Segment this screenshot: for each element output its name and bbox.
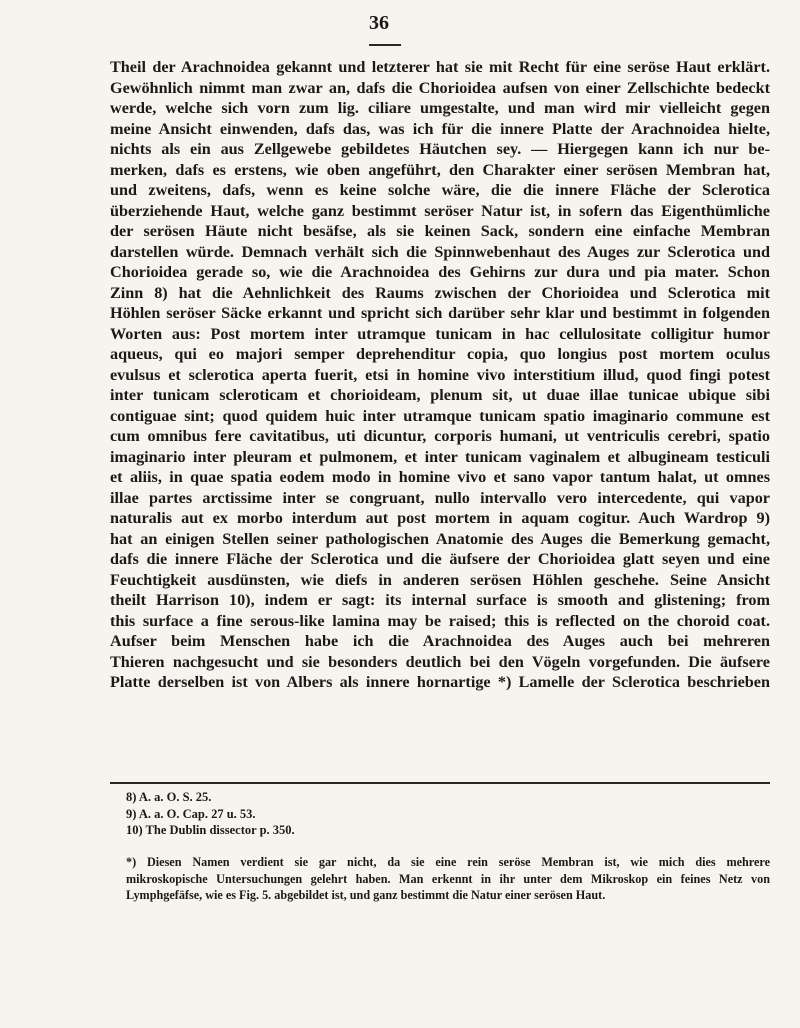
footnote-10: 10) The Dublin dissector p. 350.	[126, 823, 295, 837]
text-line: inter tunicam scleroticam et chorioideam, plenum sit, ut duae illae tunicae ubique sibi	[110, 386, 770, 404]
footnote-star-line: mikroskopische Untersuchungen gelehrt haben. Man erkennt in ihr unter dem Mikroskop ein feines Netz von	[126, 871, 770, 886]
text-line: werde, welche sich vorn zum lig. ciliare umgestalte, und man wird mir vielleicht gegen	[110, 99, 770, 117]
footnote-9: 9) A. a. O. Cap. 27 u. 53.	[126, 806, 256, 821]
text-line: Thieren nachgesucht und sie besonders deutlich bei den Vögeln vorgefunden. Die äufsere	[110, 652, 770, 671]
text-line: et aliis, in quae spatia eodem modo in homine vivo et sano vapor tantum halat, ut omnes	[110, 468, 770, 486]
text-line: der serösen Häute nicht besäfse, als sie keinen Sack, sondern eine einfache Membran	[110, 222, 770, 240]
page-number: 36	[369, 12, 389, 34]
text-line: illae partes arctissime inter se congruant, nullo intervallo vero intercedente, qui vapor	[110, 488, 770, 507]
text-line: imaginario inter pleuram et pulmonem, et inter tunicam vaginalem et albugineam testiculi	[110, 447, 770, 466]
main-text	[110, 57, 770, 693]
text-line: theilt Harrison 10), indem er sagt: its internal surface is smooth and glistening; from	[110, 591, 770, 609]
text-line: merken, dafs es erstens, wie oben angeführt, den Charakter einer serösen Membran hat,	[110, 160, 770, 179]
text-line: aqueus, qui eo majori semper deprehenditur copia, quo longius post mortem oculus	[110, 345, 770, 363]
text-line: Feuchtigkeit ausdünsten, wie diefs in anderen serösen Höhlen geschehe. Seine Ansicht	[110, 570, 770, 589]
text-line: dafs die innere Fläche der Sclerotica und die äufsere der Chorioidea glatt seyen und eine	[110, 550, 770, 568]
text-line: Höhlen seröser Säcke erkannt und spricht sich darüber sehr klar und bestimmt in folgenden	[110, 304, 770, 322]
footnote-star-line: *) Diesen Namen verdient sie gar nicht, da sie eine rein seröse Membran ist, wie mich dies mehrere	[126, 855, 770, 869]
text-line: Chorioidea gerade so, wie die Arachnoidea des Gehirns zur dura und pia mater. Schon	[110, 263, 770, 281]
text-line: this surface a fine serous-like lamina may be raised; this is reflected on the choroid coat.	[110, 611, 770, 630]
text-line: naturalis aut ex morbo interdum aut post mortem in aquam cogitur. Auch Wardrop 9)	[110, 509, 770, 527]
text-line: Theil der Arachnoidea gekannt und letzterer hat sie mit Recht für eine seröse Haut erklärt.	[110, 58, 770, 76]
text-line: evulsus et sclerotica aperta fuerit, etsi in homine vivo interstitium illud, quod fingi potest	[110, 365, 770, 384]
page-number-underline	[369, 44, 401, 46]
text-line: meine Ansicht einwenden, dafs das, was ich für die innere Platte der Arachnoidea hielte,	[110, 119, 770, 138]
text-line: Zinn 8) hat die Aehnlichkeit des Raums zwischen der Chorioidea und Sclerotica mit	[110, 283, 770, 302]
footnotes	[126, 789, 770, 839]
text-line: Worten aus: Post mortem inter utramque tunicam in hac cellulositate colligitur humor	[110, 324, 770, 343]
text-line: überziehende Haut, welche ganz bestimmt seröser Natur ist, in sofern das Eigenthümliche	[110, 201, 770, 220]
text-line: hat an einigen Stellen seiner pathologischen Anatomie des Auges die Bemerkung gemacht,	[110, 529, 770, 548]
footnote-divider	[110, 782, 770, 784]
text-line: Aufser beim Menschen habe ich die Arachnoidea des Auges auch bei mehreren	[110, 632, 770, 650]
text-line: darstellen würde. Demnach verhält sich die Spinnwebenhaut des Auges zur Sclerotica und	[110, 242, 770, 261]
text-line: nichts als ein aus Zellgewebe gebildetes Häutchen sey. — Hiergegen kann ich nur be-	[110, 140, 770, 158]
text-line: contiguae sint; quod quidem huic inter utramque tunicam spatio imaginario commune est	[110, 406, 770, 425]
text-line: Gewöhnlich nimmt man zwar an, dafs die Chorioidea aufsen von einer Zellschichte bedeckt	[110, 78, 770, 97]
text-line: Platte derselben ist von Albers als innere hornartige *) Lamelle der Sclerotica beschrieben	[110, 673, 770, 691]
footnote-star-line: Lymphgefäfse, wie es Fig. 5. abgebildet ist, und ganz bestimmt die Natur einer serösen Haut.	[126, 888, 606, 902]
footnote-star	[126, 854, 770, 904]
text-line: und zweitens, dafs, wenn es keine solche wäre, die die innere Fläche der Sclerotica	[110, 181, 770, 199]
footnote-8: 8) A. a. O. S. 25.	[126, 790, 212, 804]
text-line: cum omnibus fere cavitatibus, uti dicuntur, corporis humani, ut ventriculis cerebri, spatio	[110, 427, 770, 445]
